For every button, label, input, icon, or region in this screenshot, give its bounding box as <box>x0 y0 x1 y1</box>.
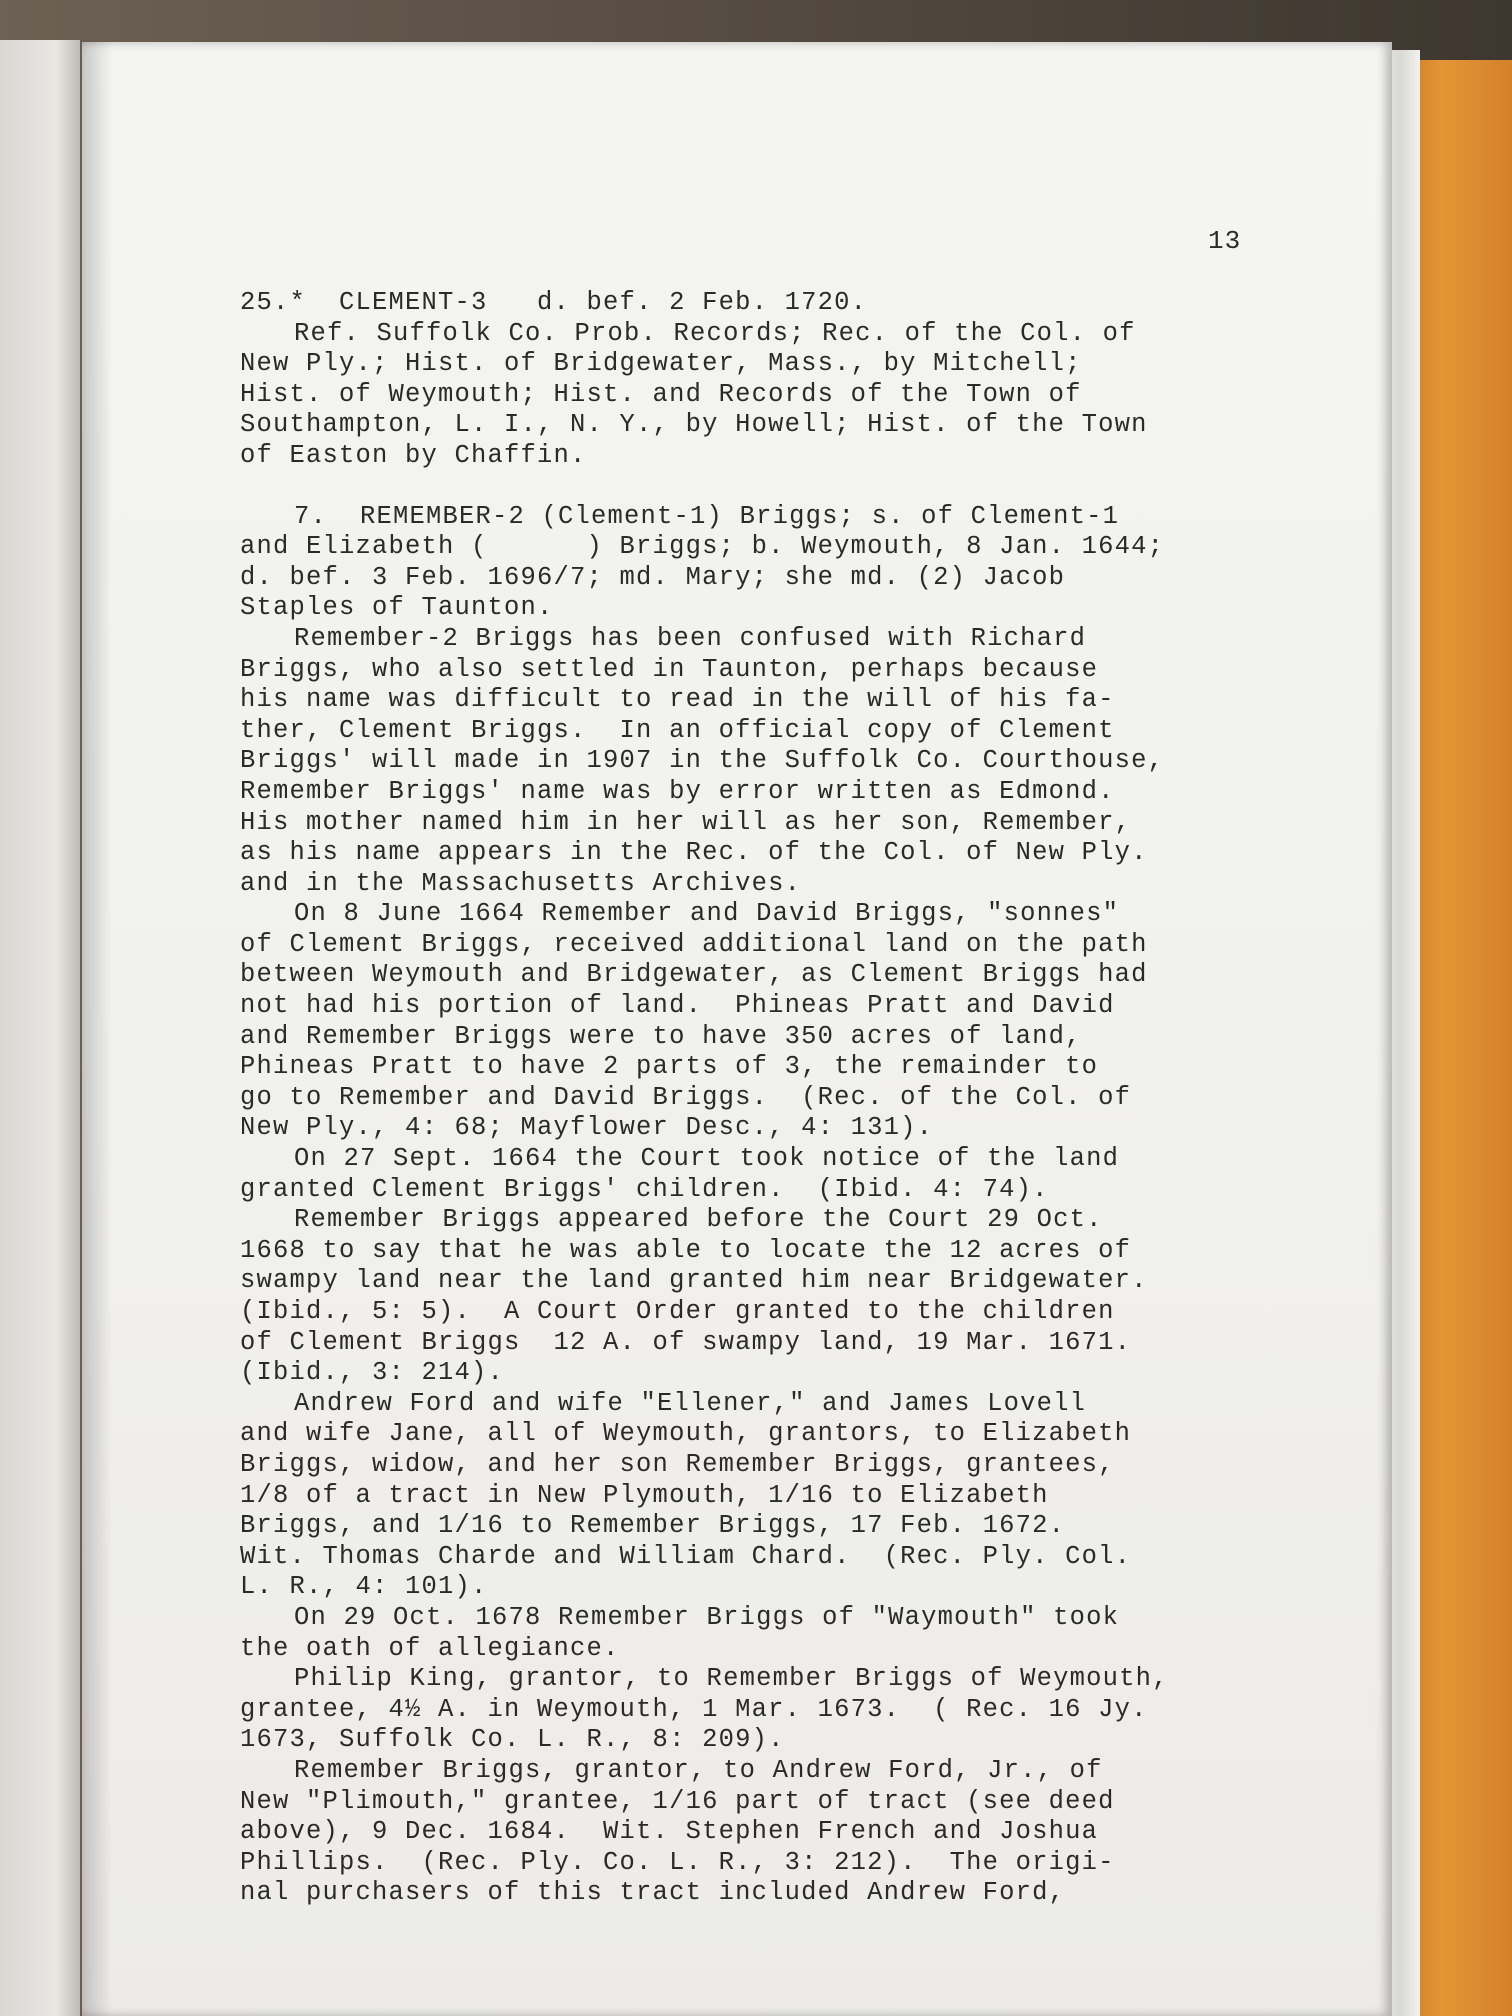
paragraph-line: Wit. Thomas Charde and William Chard. (Rec. Ply. Col. <box>240 1541 1132 1571</box>
entry-25-ref-line: of Easton by Chaffin. <box>240 440 587 470</box>
entry-25-heading: 25.* CLEMENT-3 d. bef. 2 Feb. 1720. <box>240 288 868 317</box>
paragraph-line: his name was difficult to read in the will of his fa- <box>240 685 1115 715</box>
paragraph-line: Philip King, grantor, to Remember Briggs of Weymouth, <box>294 1664 1169 1694</box>
paragraph-line: of Clement Briggs, received additional land on the path <box>240 929 1148 959</box>
paragraph-line: go to Remember and David Briggs. (Rec. of the Col. of <box>240 1082 1132 1112</box>
paragraph-line: (Ibid., 5: 5). A Court Order granted to the children <box>240 1297 1115 1326</box>
paragraph-line: On 27 Sept. 1664 the Court took notice of the land <box>294 1144 1120 1174</box>
paragraph-line: New "Plimouth," grantee, 1/16 part of tract (see deed <box>240 1786 1115 1816</box>
paragraph-gap <box>240 472 1360 502</box>
paragraph-line: and wife Jane, all of Weymouth, grantors, to Elizabeth <box>240 1419 1132 1449</box>
paragraph-line: Remember Briggs' name was by error written as Edmond. <box>240 776 1115 806</box>
entry-7-heading: 7. REMEMBER-2 (Clement-1) Briggs; s. of Clement-1 <box>294 501 1120 531</box>
paragraph-line: swampy land near the land granted him near Bridgewater. <box>240 1266 1148 1296</box>
page-text <box>240 288 1360 1909</box>
paragraph-line: of Clement Briggs 12 A. of swampy land, 19 Mar. 1671. <box>240 1327 1132 1357</box>
entry-7-intro-line: d. bef. 3 Feb. 1696/7; md. Mary; she md. (2) Jacob <box>240 562 1066 592</box>
entry-25-ref-line: Ref. Suffolk Co. Prob. Records; Rec. of the Col. of <box>294 318 1136 348</box>
entry-25-ref-line: Southampton, L. I., N. Y., by Howell; Hist. of the Town <box>240 410 1148 440</box>
paragraph-line: Remember Briggs appeared before the Court 29 Oct. <box>294 1205 1103 1235</box>
paragraph-line: Remember Briggs, grantor, to Andrew Ford, Jr., of <box>294 1755 1103 1785</box>
paragraph-line: Briggs, widow, and her son Remember Briggs, grantees, <box>240 1449 1115 1479</box>
page-gutter-shadow <box>82 42 112 2016</box>
paragraph-line: Briggs' will made in 1907 in the Suffolk Co. Courthouse, <box>240 746 1165 776</box>
paragraph-line: as his name appears in the Rec. of the Col. of New Ply. <box>240 838 1148 868</box>
paragraph-line: nal purchasers of this tract included Andrew Ford, <box>240 1878 1066 1908</box>
paragraph-line: His mother named him in her will as her son, Remember, <box>240 807 1132 837</box>
paragraph-line: Andrew Ford and wife "Ellener," and James Lovell <box>294 1388 1087 1418</box>
paragraph-line: New Ply., 4: 68; Mayflower Desc., 4: 131). <box>240 1113 934 1143</box>
paragraph-line: ther, Clement Briggs. In an official copy of Clement <box>240 715 1115 745</box>
paragraph-line: the oath of allegiance. <box>240 1633 620 1663</box>
paragraph-line: Phineas Pratt to have 2 parts of 3, the remainder to <box>240 1052 1099 1082</box>
paragraph-line: On 29 Oct. 1678 Remember Briggs of "Waymouth" took <box>294 1602 1120 1632</box>
entry-7-intro-line: and Elizabeth ( ) Briggs; b. Weymouth, 8 Jan. 1644; <box>240 532 1165 562</box>
paragraph-line: and Remember Briggs were to have 350 acres of land, <box>240 1021 1082 1051</box>
paragraph-line: L. R., 4: 101). <box>240 1572 488 1602</box>
entry-7-intro-line: Staples of Taunton. <box>240 593 554 623</box>
paragraph-line: On 8 June 1664 Remember and David Briggs, "sonnes" <box>294 899 1120 929</box>
paragraph-line: 1/8 of a tract in New Plymouth, 1/16 to Elizabeth <box>240 1480 1049 1510</box>
paragraph-line: not had his portion of land. Phineas Pratt and David <box>240 991 1115 1021</box>
paragraph-line: 1668 to say that he was able to locate the 12 acres of <box>240 1235 1132 1265</box>
paragraph-line: Briggs, who also settled in Taunton, perhaps because <box>240 654 1099 684</box>
left-page-edge <box>0 40 80 2016</box>
paragraph-line: granted Clement Briggs' children. (Ibid. 4: 74). <box>240 1174 1049 1204</box>
page-number: 13 <box>1208 226 1242 256</box>
paragraph-line: 1673, Suffolk Co. L. R., 8: 209). <box>240 1725 785 1755</box>
paragraph-line: above), 9 Dec. 1684. Wit. Stephen French and Joshua <box>240 1817 1099 1847</box>
paragraph-line: grantee, 4½ A. in Weymouth, 1 Mar. 1673. ( Rec. 16 Jy. <box>240 1694 1148 1724</box>
paragraph-line: Remember-2 Briggs has been confused with Richard <box>294 623 1087 653</box>
paragraph-line: and in the Massachusetts Archives. <box>240 868 802 898</box>
paragraph-line: (Ibid., 3: 214). <box>240 1358 505 1388</box>
paragraph-line: between Weymouth and Bridgewater, as Clement Briggs had <box>240 960 1148 990</box>
paragraph-line: Briggs, and 1/16 to Remember Briggs, 17 Feb. 1672. <box>240 1511 1066 1541</box>
paragraph-line: Phillips. (Rec. Ply. Co. L. R., 3: 212). The origi- <box>240 1847 1115 1877</box>
entry-25-ref-line: New Ply.; Hist. of Bridgewater, Mass., by Mitchell; <box>240 349 1082 379</box>
entry-25-ref-line: Hist. of Weymouth; Hist. and Records of the Town of <box>240 379 1082 409</box>
